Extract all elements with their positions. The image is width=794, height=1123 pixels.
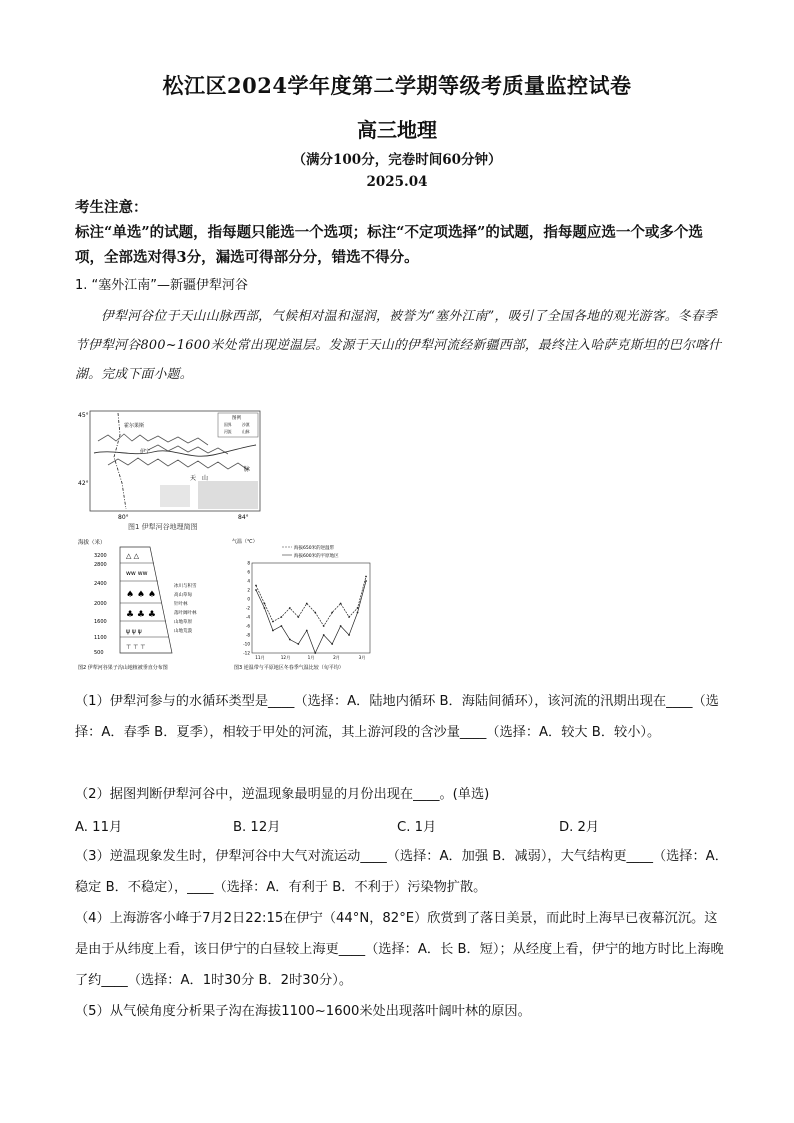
tick-1600: 1600 [94, 619, 107, 625]
series-inversion-line [256, 577, 366, 627]
exam-title: 松江区2024学年度第二学期等级考质量监控试卷 [162, 73, 632, 98]
fig3-ytick: -8 [245, 632, 250, 638]
legend-desert: 山地荒漠 [174, 629, 192, 634]
notice-body: 标注“单选”的试题，指每题只能选一个选项；标注“不定项选择”的试题，指每题应选一个或多个选项，全部选对得3分，漏选可得部分分，错选不得分。 [75, 224, 703, 266]
fig3-ytick: 6 [247, 569, 250, 575]
glacier-icon: △ △ [126, 552, 139, 560]
tick-2400: 2400 [94, 581, 107, 587]
data-point [340, 625, 342, 627]
score-time-line: （满分100分，完卷时间60分钟） [292, 152, 502, 168]
legend-desert: 沙漠 [242, 422, 250, 427]
option-a[interactable]: A. 11月 [75, 820, 123, 835]
fig3-ytick: 8 [247, 560, 250, 566]
data-point [348, 634, 350, 636]
desert-area [198, 481, 258, 509]
label-shan: 山 [202, 475, 209, 482]
data-point [365, 576, 367, 578]
data-point [297, 643, 299, 645]
broadleaf-icon: ♣ ♣ ♣ [126, 610, 156, 620]
legend-glacier: 冰川与积雪 [174, 584, 197, 589]
fig3-ytick: -2 [245, 605, 250, 611]
sub-question-4: （4）上海游客小峰于7月2日22:15在伊宁（44°N，82°E）欣赏到了落日美景，而此时上海早已夜幕沉沉。这是由于从纬度上看，该日伊宁的白昼较上海更____（选择：A．长 B．短）；从经度上看，伊宁的地方时比上海晚了约____（选择：A．1时30分 B．2时30分）。 [75, 911, 724, 988]
data-point [280, 625, 282, 627]
fig3-ytick: -4 [245, 614, 250, 620]
data-point [297, 616, 299, 618]
fig3-xtick: 2月 [333, 655, 340, 660]
legend-conifer: 针叶林 [174, 602, 188, 607]
label-mai: 脉 [244, 466, 251, 473]
figure-1-map [78, 405, 268, 530]
sub-question-5: （5）从气候角度分析果子沟在海拔1100~1600米处出现落叶阔叶林的原因。 [75, 1004, 531, 1019]
conifer-icon: ♠ ♠ ♠ [126, 590, 156, 600]
figure-2-caption: 图2 伊犁河谷果子沟山地植被垂直分布图 [78, 665, 168, 671]
fig3-legend-plain: 海拔600米的平原地区 [294, 554, 339, 559]
legend-border: 国界 [224, 422, 232, 427]
option-c[interactable]: C. 1月 [397, 820, 437, 835]
legend-broadleaf: 落叶阔叶林 [174, 611, 197, 616]
sub-question-3: （3）逆温现象发生时，伊犁河谷中大气对流运动____（选择：A．加强 B．减弱），大气结构更____（选择：A．稳定 B．不稳定），____（选择：A．有利于 B．不利于）污染物扩散。 [75, 849, 728, 895]
fig3-xtick: 3月 [358, 655, 366, 660]
data-point [323, 634, 325, 636]
fig3-ylabel: 气温（℃） [232, 539, 258, 545]
legend-meadow: 高山草甸 [174, 593, 192, 598]
data-point [306, 630, 308, 632]
figure-3-caption: 图3 逆温带与平原地区冬春季气温比较（旬平均） [234, 665, 344, 671]
label-tian: 天 [190, 475, 197, 482]
data-point [357, 612, 359, 614]
data-point [340, 603, 342, 605]
fig3-xtick: 1月 [307, 655, 315, 660]
data-point [255, 585, 257, 587]
exam-date: 2025.04 [366, 174, 428, 190]
data-point [365, 580, 367, 582]
tick-500: 500 [94, 650, 104, 656]
data-point [331, 643, 333, 645]
steppe-icon: ψ ψ ψ [126, 628, 142, 635]
fig2-ylabel: 海拔（米） [78, 540, 106, 546]
meadow-icon: ww ww [126, 570, 148, 577]
figure-1-caption: 图1 伊犁河谷地理简图 [128, 523, 198, 530]
data-point [348, 616, 350, 618]
data-point [357, 607, 359, 609]
fig3-legend-inversion: 海拔650米的逆温带 [294, 546, 335, 551]
tick-2000: 2000 [94, 601, 107, 607]
question-1-heading: 1. “塞外江南”—新疆伊犁河谷 [75, 278, 249, 293]
label-huoerguosi: 霍尔果斯 [124, 423, 145, 429]
option-b[interactable]: B. 12月 [233, 820, 281, 835]
data-point [272, 630, 274, 632]
legend-mountain: 山脉 [242, 429, 250, 434]
fig3-xtick: 11月 [255, 655, 265, 660]
option-d[interactable]: D. 2月 [559, 820, 600, 835]
data-point [264, 603, 266, 605]
data-point [280, 616, 282, 618]
legend-steppe: 山地草原 [174, 620, 192, 625]
fig3-ytick: 2 [247, 587, 250, 593]
data-point [314, 652, 316, 654]
data-point [314, 612, 316, 614]
fig3-ytick: 0 [247, 596, 250, 602]
fig3-ytick: -12 [243, 650, 250, 656]
fig3-ytick: -10 [243, 641, 250, 647]
lat-45-label: 45° [78, 412, 89, 419]
figure-2-vegetation [76, 535, 226, 673]
lon-80-label: 80° [118, 514, 129, 521]
lat-42-label: 42° [78, 480, 89, 487]
legend-river: 河流 [224, 429, 232, 434]
data-point [289, 639, 291, 641]
data-point [264, 607, 266, 609]
data-point [272, 621, 274, 623]
tick-1100: 1100 [94, 635, 107, 641]
data-point [331, 612, 333, 614]
fig3-xtick: 12月 [280, 655, 291, 660]
fig3-ytick: -6 [245, 623, 250, 629]
desert-icon: ⊤ ⊤ ⊤ [126, 644, 146, 651]
notice-heading: 考生注意： [75, 199, 148, 216]
subject-title: 高三地理 [357, 118, 437, 142]
data-point [306, 603, 308, 605]
sub-question-2: （2）据图判断伊犁河谷中，逆温现象最明显的月份出现在____。(单选) [75, 787, 490, 802]
question-1-intro: 伊犁河谷位于天山山脉西部，气候相对温和湿润，被誉为“塞外江南”，吸引了全国各地的观光游客。冬春季节伊犁河谷800~1600米处常出现逆温层。发源于天山的伊犁河流经新疆西部，最终注入哈萨克斯坦的巴尔喀什湖。完成下面小题。 [75, 309, 722, 382]
label-yining: 伊宁 [140, 449, 151, 455]
figure-3-chart [230, 535, 390, 673]
fig3-ytick: 4 [247, 578, 250, 584]
lon-84-label: 84° [238, 514, 249, 521]
data-point [255, 589, 257, 591]
legend-title: 图例 [232, 416, 241, 421]
sub-question-1: （1）伊犁河参与的水循环类型是____（选择：A．陆地内循环 B．海陆间循环），该河流的汛期出现在____（选择：A．春季 B．夏季），相较于甲处的河流，其上游河段的含沙量____（选择：A．较大 B．较小）。 [75, 694, 719, 740]
tick-2800: 2800 [94, 562, 107, 568]
desert-area-2 [160, 485, 190, 507]
data-point [323, 625, 325, 627]
tick-3200: 3200 [94, 553, 107, 559]
data-point [289, 607, 291, 609]
